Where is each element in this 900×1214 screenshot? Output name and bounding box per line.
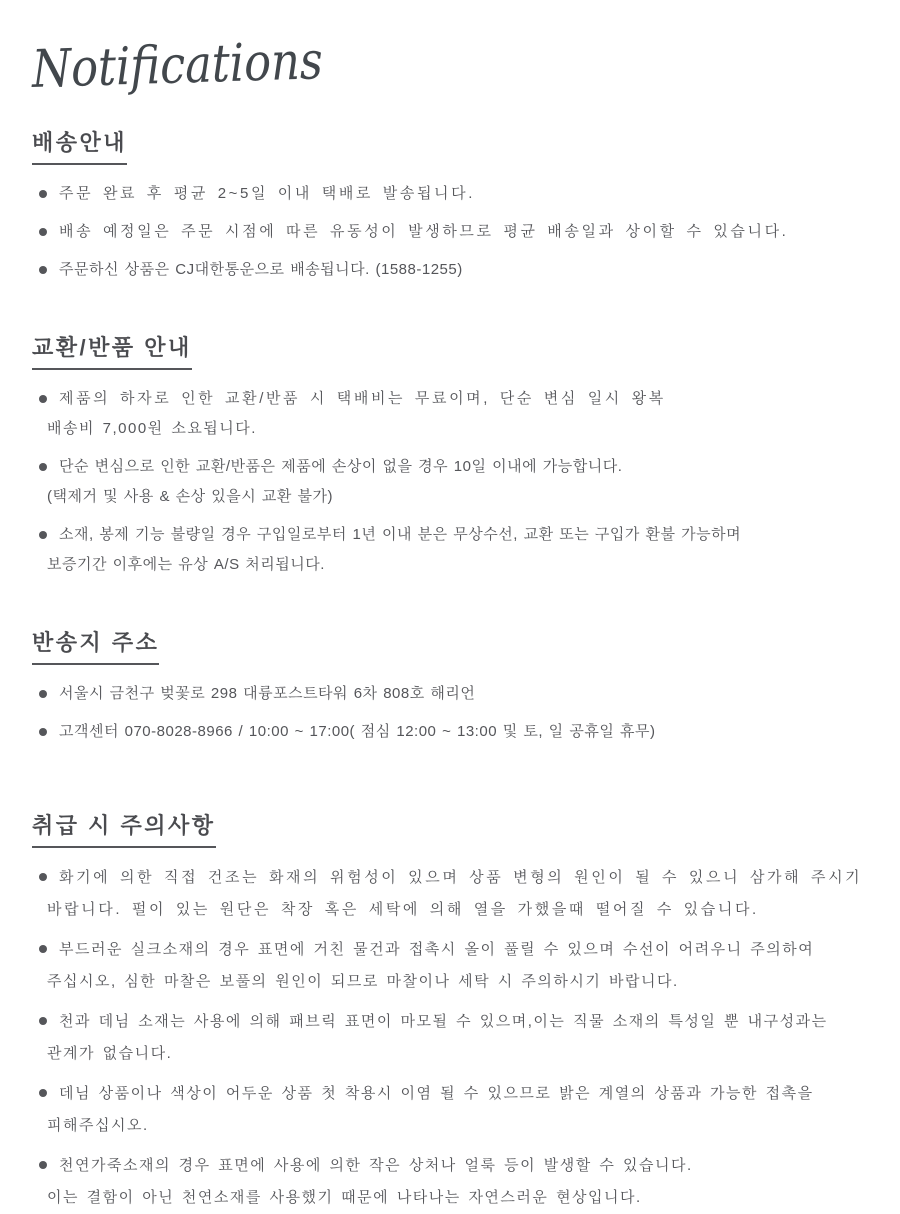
list-item — [32, 520, 872, 580]
notice-line — [32, 179, 872, 209]
list-item — [32, 452, 872, 512]
list-item — [32, 679, 872, 709]
notice-line — [32, 255, 872, 285]
notice-text: 부드러운 실크소재의 경우 표면에 거친 물건과 접촉시 올이 풀릴 수 있으며 수선이 어려우니 주의하여 — [59, 941, 815, 958]
notice-line: 피해주십시오. — [47, 1117, 149, 1134]
list-item — [32, 934, 872, 998]
section-handling-precautions — [32, 809, 872, 1214]
notice-list — [32, 384, 872, 580]
section-return-address — [32, 626, 872, 747]
section-heading: 반송지 주소 — [32, 626, 159, 665]
notice-text: 소재, 봉제 기능 불량일 경우 구입일로부터 1년 이내 분은 무상수선, 교환 또는 구입가 환불 가능하며 — [59, 526, 742, 543]
notice-text: 화기에 의한 직접 건조는 화재의 위험성이 있으며 상품 변형의 원인이 될 수 있으니 삼가해 주시기 — [59, 869, 863, 886]
notice-list — [32, 179, 872, 285]
bullet-dot-icon — [39, 1017, 47, 1025]
list-item — [32, 717, 872, 747]
bullet-dot-icon — [39, 945, 47, 953]
notice-line — [32, 1150, 872, 1182]
notice-text: 배송 예정일은 주문 시점에 따른 유동성이 발생하므로 평균 배송일과 상이할 수 있습니다. — [59, 223, 789, 240]
notice-line: 주십시오, 심한 마찰은 보풀의 원인이 되므로 마찰이나 세탁 시 주의하시기 바랍니다. — [47, 973, 679, 990]
notice-line: (택제거 및 사용 & 손상 있을시 교환 불가) — [47, 488, 334, 505]
notice-line — [32, 217, 872, 247]
section-heading: 교환/반품 안내 — [32, 331, 192, 370]
notice-line — [32, 717, 872, 747]
bullet-dot-icon — [39, 728, 47, 736]
page-title: Notifications — [31, 31, 324, 100]
notice-text: 천과 데님 소재는 사용에 의해 패브릭 표면이 마모될 수 있으며,이는 직물 소재의 특성일 뿐 내구성과는 — [59, 1013, 828, 1030]
section-heading: 취급 시 주의사항 — [32, 809, 216, 848]
notice-text: 주문 완료 후 평균 2~5일 이내 택배로 발송됩니다. — [59, 185, 476, 202]
notice-text: 서울시 금천구 벚꽃로 298 대륭포스트타워 6차 808호 해리언 — [59, 685, 476, 702]
notice-text: 천연가죽소재의 경우 표면에 사용에 의한 작은 상처나 얼룩 등이 발생할 수 있습니다. — [59, 1157, 693, 1174]
notice-list — [32, 679, 872, 747]
section-exchange-return — [32, 331, 872, 580]
bullet-dot-icon — [39, 190, 47, 198]
list-item — [32, 217, 872, 247]
bullet-dot-icon — [39, 690, 47, 698]
notice-text: 제품의 하자로 인한 교환/반품 시 택배비는 무료이며, 단순 변심 일시 왕복 — [59, 390, 666, 407]
section-heading: 배송안내 — [32, 126, 127, 165]
notice-line — [32, 520, 872, 550]
notice-line — [32, 384, 872, 414]
notice-line — [32, 934, 872, 966]
list-item — [32, 384, 872, 444]
notice-line — [32, 1006, 872, 1038]
list-item — [32, 1078, 872, 1142]
notice-line — [32, 452, 872, 482]
notice-list — [32, 862, 872, 1214]
list-item — [32, 1006, 872, 1070]
bullet-dot-icon — [39, 1089, 47, 1097]
list-item — [32, 1150, 872, 1214]
notice-line: 배송비 7,000원 소요됩니다. — [47, 420, 257, 437]
notice-line: 이는 결함이 아닌 천연소재를 사용했기 때문에 나타나는 자연스러운 현상입니다. — [47, 1189, 642, 1206]
notice-text: 주문하신 상품은 CJ대한통운으로 배송됩니다. (1588-1255) — [59, 261, 463, 278]
list-item — [32, 255, 872, 285]
bullet-dot-icon — [39, 1161, 47, 1169]
notice-text: 데님 상품이나 색상이 어두운 상품 첫 착용시 이염 될 수 있으므로 밝은 계열의 상품과 가능한 접촉을 — [59, 1085, 814, 1102]
notice-line: 보증기간 이후에는 유상 A/S 처리됩니다. — [47, 556, 325, 573]
list-item — [32, 862, 872, 926]
notice-line — [32, 1078, 872, 1110]
notice-text: 고객센터 070-8028-8966 / 10:00 ~ 17:00( 점심 12:00 ~ 13:00 및 토, 일 공휴일 휴무) — [59, 723, 656, 740]
bullet-dot-icon — [39, 873, 47, 881]
notice-line: 바랍니다. 펄이 있는 원단은 착장 혹은 세탁에 의해 열을 가했을때 떨어질 수 있습니다. — [47, 901, 759, 918]
bullet-dot-icon — [39, 266, 47, 274]
list-item — [32, 179, 872, 209]
notice-line — [32, 679, 872, 709]
notice-line: 관계가 없습니다. — [47, 1045, 173, 1062]
bullet-dot-icon — [39, 395, 47, 403]
section-shipping-info — [32, 126, 872, 285]
bullet-dot-icon — [39, 463, 47, 471]
bullet-dot-icon — [39, 531, 47, 539]
bullet-dot-icon — [39, 228, 47, 236]
notice-text: 단순 변심으로 인한 교환/반품은 제품에 손상이 없을 경우 10일 이내에 가능합니다. — [59, 458, 623, 475]
notice-line — [32, 862, 872, 894]
